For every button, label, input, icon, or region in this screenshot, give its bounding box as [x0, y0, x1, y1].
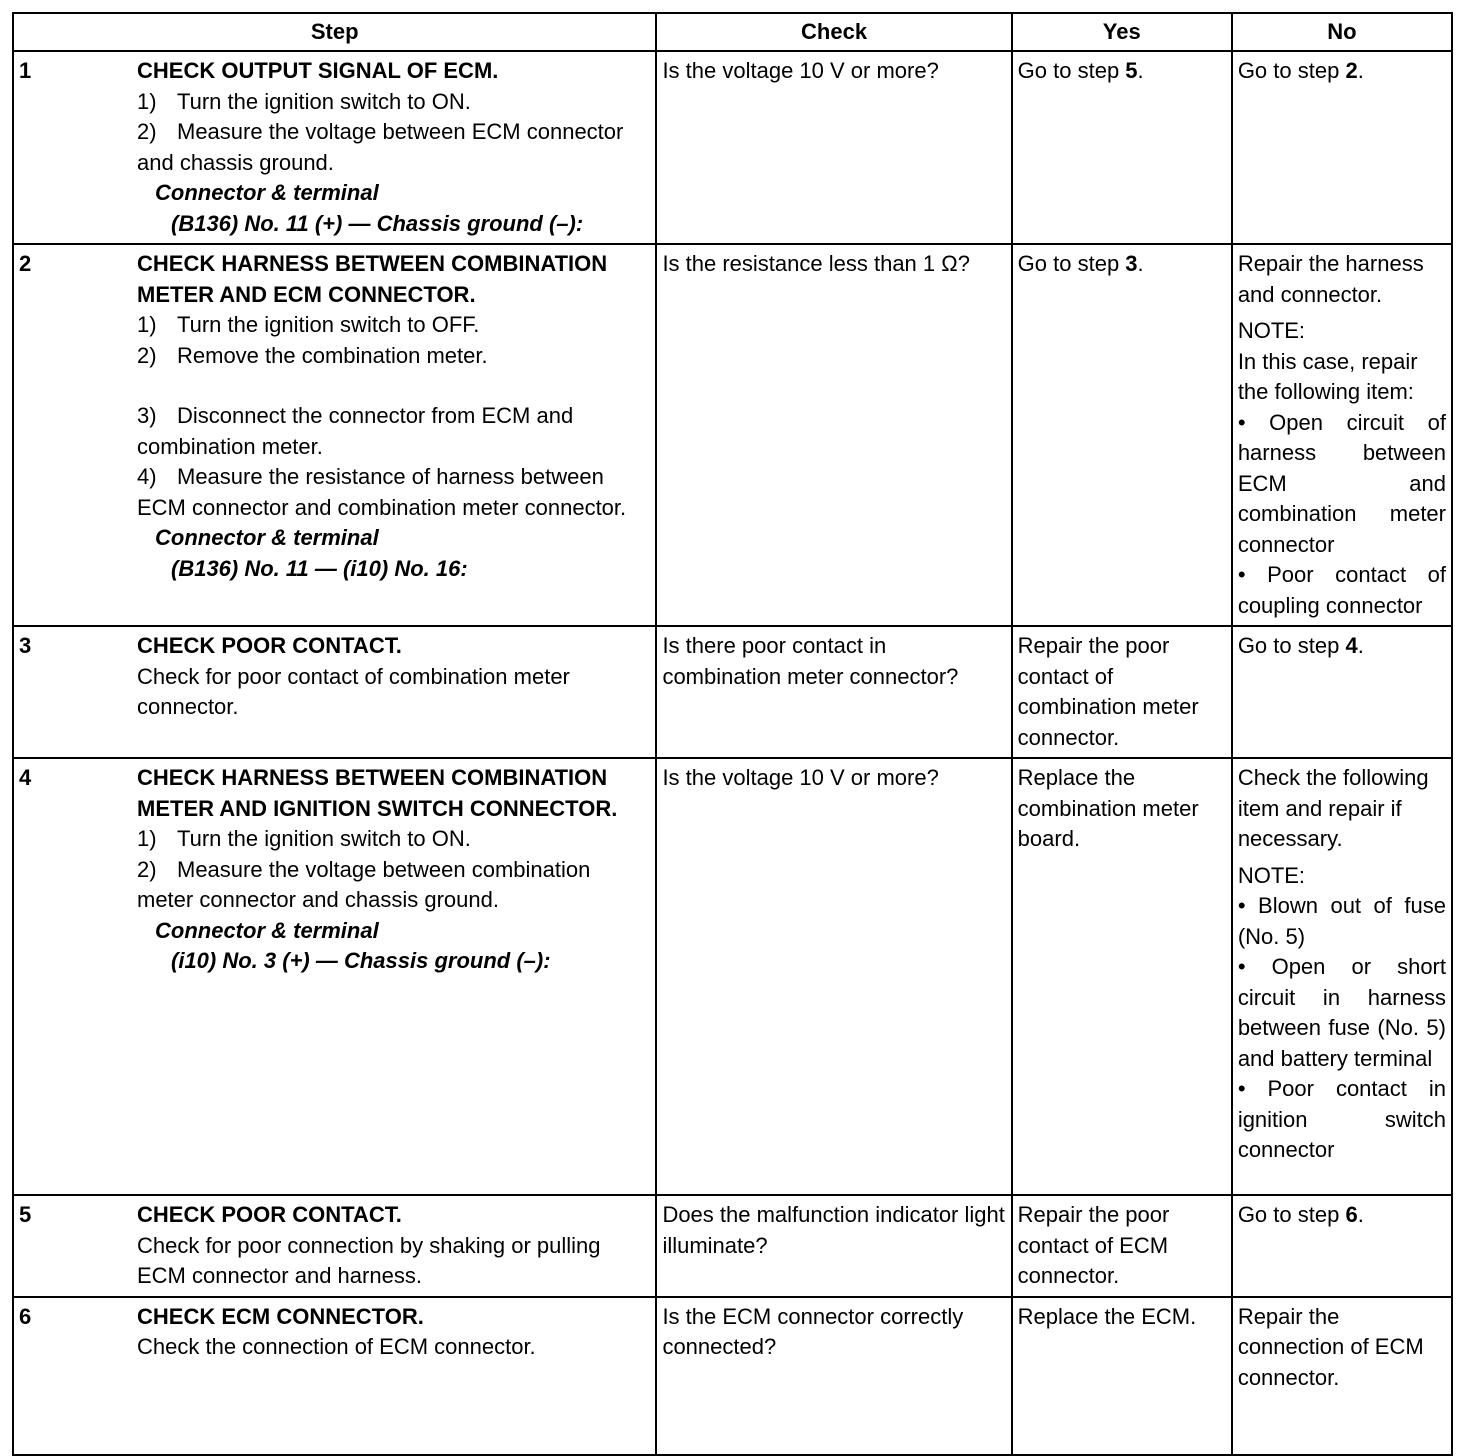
step-instruction: 2) Measure the voltage between combination meter connector and chassis ground.	[137, 856, 591, 912]
note-bullet: • Open circuit of harness between ECM and combination meter connector	[1237, 409, 1446, 557]
note-bullet: • Open or short circuit in harness between fuse (No. 5) and battery terminal	[1237, 954, 1446, 1071]
step-title: CHECK HARNESS BETWEEN COMBINATION METER AND IGNITION SWITCH CONNECTOR.	[137, 765, 618, 821]
yes-cell: Repair the poor contact of combination meter connector.	[1012, 626, 1232, 758]
step-title: CHECK HARNESS BETWEEN COMBINATION METER AND ECM CONNECTOR.	[137, 251, 608, 307]
header-no: No	[1232, 13, 1452, 51]
step-number: 1	[19, 58, 32, 83]
check-cell: Is there poor contact in combination meter connector?	[656, 626, 1011, 758]
step-title: CHECK POOR CONTACT.	[137, 1202, 402, 1227]
no-cell	[1232, 244, 1452, 626]
terminal-spec: (i10) No. 3 (+) — Chassis ground (–):	[171, 948, 551, 973]
check-cell: Is the voltage 10 V or more?	[656, 758, 1011, 1195]
table-row	[13, 244, 1452, 626]
step-title: CHECK OUTPUT SIGNAL OF ECM.	[137, 58, 499, 83]
table-row	[13, 626, 1452, 758]
check-cell: Does the malfunction indicator light illuminate?	[656, 1195, 1011, 1297]
diagnostic-table	[12, 12, 1453, 1456]
table-row	[13, 1297, 1452, 1455]
header-check: Check	[656, 13, 1011, 51]
table-row	[13, 1195, 1452, 1297]
step-instruction: Check for poor contact of combination meter connector.	[137, 663, 570, 719]
terminal-spec: (B136) No. 11 — (i10) No. 16:	[171, 555, 468, 581]
header-row	[13, 13, 1452, 51]
step-number: 3	[19, 633, 32, 658]
step-number: 2	[19, 251, 32, 276]
no-action: Repair the harness and connector.	[1237, 251, 1424, 307]
terminal-spec: (B136) No. 11 (+) — Chassis ground (–):	[171, 210, 584, 236]
step-instruction: 1) Turn the ignition switch to ON.	[137, 826, 471, 851]
no-cell: Go to step 2.	[1232, 51, 1452, 244]
table-row	[13, 758, 1452, 1195]
connector-label: Connector & terminal	[155, 180, 379, 205]
yes-cell: Replace the combination meter board.	[1012, 758, 1232, 1195]
note-bullet: • Poor contact of coupling connector	[1237, 562, 1446, 618]
step-instruction: 3) Disconnect the connector from ECM and combination meter.	[137, 403, 574, 459]
step-instruction: Check for poor connection by shaking or pulling ECM connector and harness.	[137, 1232, 601, 1288]
step-cell	[13, 758, 656, 1195]
note-label: NOTE:	[1237, 318, 1306, 343]
connector-label: Connector & terminal	[155, 525, 379, 550]
step-cell	[13, 1195, 656, 1297]
no-cell: Repair the connection of ECM connector.	[1232, 1297, 1452, 1455]
check-cell: Is the ECM connector correctly connected?	[656, 1297, 1011, 1455]
step-instruction: 4) Measure the resistance of harness between ECM connector and combination meter connector.	[137, 464, 627, 520]
step-cell	[13, 1297, 656, 1455]
note-label: NOTE:	[1237, 862, 1306, 888]
step-instruction: 1) Turn the ignition switch to OFF.	[137, 312, 480, 337]
check-cell: Is the voltage 10 V or more?	[656, 51, 1011, 244]
no-cell	[1232, 758, 1452, 1195]
yes-cell: Replace the ECM.	[1012, 1297, 1232, 1455]
step-instruction: Check the connection of ECM connector.	[137, 1334, 536, 1359]
step-cell	[13, 626, 656, 758]
step-title: CHECK POOR CONTACT.	[137, 633, 402, 658]
note-bullet: • Poor contact in ignition switch connector	[1237, 1076, 1446, 1162]
step-instruction: 2) Remove the combination meter.	[137, 342, 488, 368]
step-cell	[13, 51, 656, 244]
step-number: 6	[19, 1303, 32, 1329]
yes-cell: Repair the poor contact of ECM connector.	[1012, 1195, 1232, 1297]
note-text: In this case, repair the following item:	[1237, 348, 1418, 404]
yes-cell: Go to step 5.	[1012, 51, 1232, 244]
no-action: Check the following item and repair if necessary.	[1237, 765, 1429, 851]
step-cell	[13, 244, 656, 626]
no-cell: Go to step 6.	[1232, 1195, 1452, 1297]
header-yes: Yes	[1012, 13, 1232, 51]
note-bullet: • Blown out of fuse (No. 5)	[1237, 893, 1446, 949]
check-cell: Is the resistance less than 1 Ω?	[656, 244, 1011, 626]
step-number: 5	[19, 1202, 32, 1227]
no-cell: Go to step 4.	[1232, 626, 1452, 758]
header-step: Step	[13, 13, 656, 51]
step-title: CHECK ECM CONNECTOR.	[137, 1303, 424, 1329]
yes-cell: Go to step 3.	[1012, 244, 1232, 626]
step-instruction: 1) Turn the ignition switch to ON.	[137, 88, 471, 114]
step-number: 4	[19, 765, 32, 790]
connector-label: Connector & terminal	[155, 917, 379, 943]
step-instruction: 2) Measure the voltage between ECM connector and chassis ground.	[137, 119, 624, 175]
table-row	[13, 51, 1452, 244]
